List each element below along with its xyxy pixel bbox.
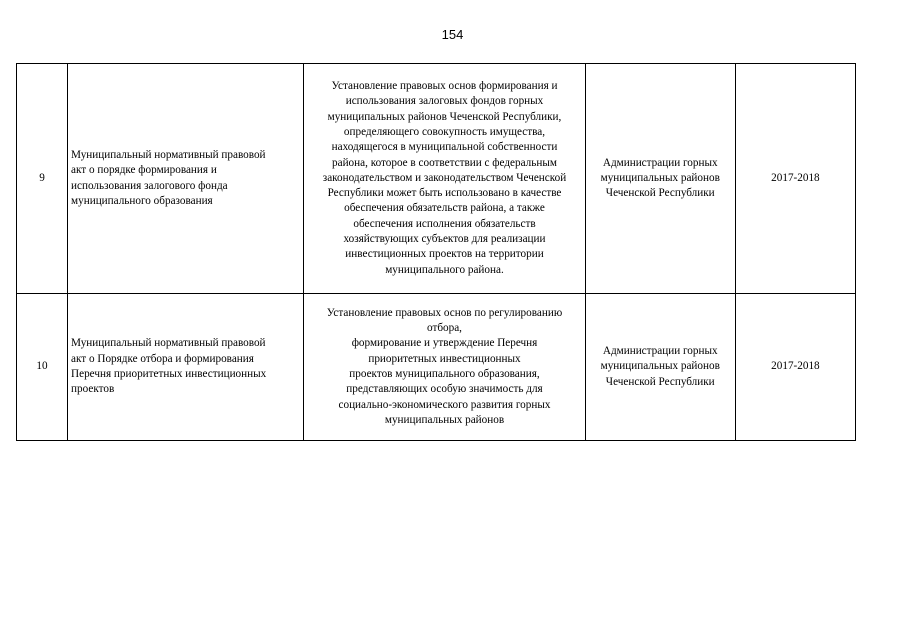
text-line: Администрации горных	[602, 345, 718, 358]
text-line: муниципального образования	[71, 194, 213, 207]
measures-table	[16, 63, 856, 441]
text-line: инвестиционных проектов на территории	[345, 248, 544, 261]
text-line: Установление правовых основ формирования и	[331, 80, 558, 93]
document-name-cell	[68, 64, 304, 294]
text-line: законодательством и законодательством Чеченской	[322, 171, 567, 184]
executor-cell	[585, 64, 735, 294]
description-cell	[304, 64, 585, 294]
text-line: Чеченской Республики	[605, 375, 715, 388]
text-line: проектов	[71, 383, 115, 396]
row-number-cell: 10	[17, 294, 68, 441]
text-line: использования залогового фонда	[71, 179, 228, 192]
period-cell: 2017-2018	[735, 294, 855, 441]
page-number: 154	[441, 27, 464, 42]
row-number-cell: 9	[17, 64, 68, 294]
text-line: социально-экономического развития горных	[338, 398, 551, 411]
text-line: Перечня приоритетных инвестиционных	[71, 368, 267, 380]
period-cell: 2017-2018	[735, 64, 855, 294]
text-line: обеспечения исполнения обязательств	[353, 217, 536, 230]
text-line: муниципальных районов	[384, 413, 505, 426]
text-line: проектов муниципального образования,	[349, 368, 540, 380]
text-line: хозяйствующих субъектов для реализации	[343, 233, 546, 246]
text-line: Установление правовых основ по регулированию	[326, 306, 563, 319]
text-line: акт о порядке формирования и	[71, 164, 217, 177]
table-row	[17, 64, 856, 294]
text-line: муниципальных районов Чеченской Республики,	[327, 110, 562, 123]
text-line: муниципальных районов	[600, 360, 720, 373]
table-row	[17, 294, 856, 441]
text-line: использования залоговых фондов горных	[345, 95, 544, 108]
text-line: определяющего совокупность имущества,	[343, 125, 546, 138]
text-line: акт о Порядке отбора и формирования	[71, 352, 254, 365]
text-line: муниципальных районов	[600, 171, 720, 184]
text-line: Муниципальный нормативный правовой	[71, 148, 266, 161]
text-line: приоритетных инвестиционных	[368, 352, 521, 365]
text-line: Чеченской Республики	[605, 187, 715, 200]
text-line: Республики может быть использовано в качестве	[327, 187, 562, 200]
text-line: обеспечения обязательств района, а также	[344, 202, 545, 215]
text-line: муниципального района.	[385, 263, 504, 276]
text-line: Муниципальный нормативный правовой	[71, 337, 266, 350]
text-line: находящегося в муниципальной собственности	[331, 141, 558, 154]
document-name-cell	[68, 294, 304, 441]
text-line: представляющих особую значимость для	[346, 383, 543, 396]
description-cell	[304, 294, 585, 441]
text-line: района, которое в соответствии с федеральным	[332, 156, 557, 169]
text-line: Администрации горных	[602, 156, 718, 169]
text-line: отбора,	[427, 322, 462, 335]
executor-cell	[585, 294, 735, 441]
text-line: формирование и утверждение Перечня	[351, 337, 538, 350]
